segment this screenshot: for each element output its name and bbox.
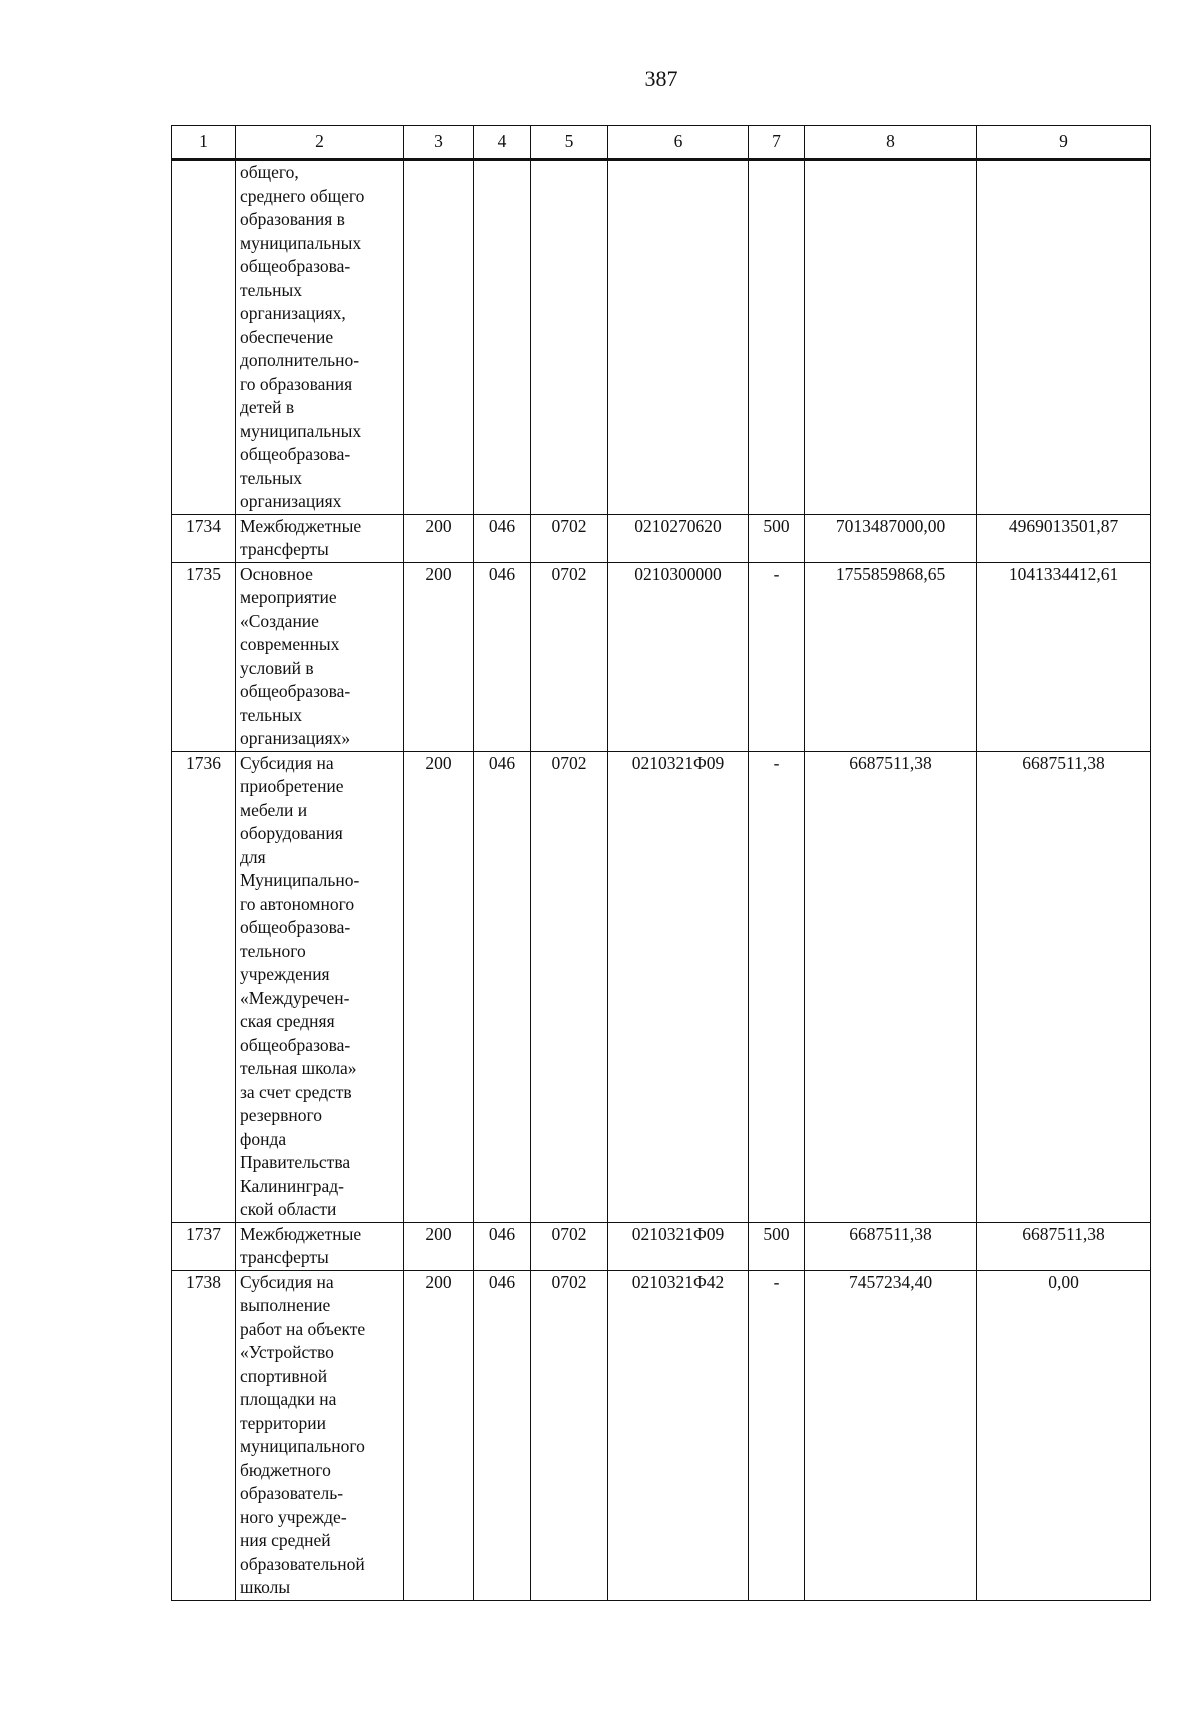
row-number-cell: 1737: [172, 1222, 236, 1270]
row-name-line: Правительства: [240, 1152, 351, 1172]
row-name-line: тельных: [240, 279, 303, 300]
code-col-3-cell: 200: [404, 562, 474, 751]
row-name-line: современных: [240, 634, 340, 654]
code-col-6-cell: 0210300000: [608, 562, 749, 751]
row-name-cell: [236, 1222, 404, 1270]
code-col-4-cell: 046: [474, 562, 531, 751]
table-row: [172, 1270, 1151, 1600]
row-name-line: общеобразова-: [240, 1034, 351, 1055]
row-name-line: фонда: [240, 1128, 287, 1149]
header-col-5: 5: [531, 126, 608, 160]
code-col-3-cell: [404, 160, 474, 515]
code-col-4-cell: 046: [474, 514, 531, 562]
amount-col-8-cell: 6687511,38: [805, 751, 977, 1222]
row-name-line: «Устройство: [240, 1342, 334, 1362]
row-name-line: дополнительно-: [240, 350, 360, 370]
row-number-cell: [172, 160, 236, 515]
row-name-line: оборудования: [240, 823, 343, 843]
row-name-line: обеспечение: [240, 326, 334, 347]
row-name-line: Межбюджетные: [240, 515, 362, 536]
code-col-7-cell: -: [749, 562, 805, 751]
row-name-line: образователь-: [240, 1483, 344, 1503]
code-col-7-cell: -: [749, 751, 805, 1222]
budget-table: [171, 125, 1151, 1601]
row-name-cell: [236, 562, 404, 751]
row-name-line: Субсидия на: [240, 752, 334, 773]
amount-col-9-cell: 0,00: [977, 1270, 1151, 1600]
code-col-4-cell: [474, 160, 531, 515]
code-col-7-cell: 500: [749, 1222, 805, 1270]
code-col-6-cell: 0210321Ф09: [608, 751, 749, 1222]
row-name-line: учреждения: [240, 964, 330, 984]
code-col-4-cell: 046: [474, 1270, 531, 1600]
row-name-cell: [236, 1270, 404, 1600]
row-name-line: тельных: [240, 704, 303, 725]
code-col-3-cell: 200: [404, 514, 474, 562]
row-name-line: школы: [240, 1577, 291, 1597]
code-col-5-cell: [531, 160, 608, 515]
table-row: [172, 1222, 1151, 1270]
table-row: [172, 751, 1151, 1222]
row-name-line: условий в: [240, 657, 314, 678]
header-col-6: 6: [608, 126, 749, 160]
row-number-cell: 1736: [172, 751, 236, 1222]
row-name-line: муниципального: [240, 1436, 365, 1456]
header-col-9: 9: [977, 126, 1151, 160]
amount-col-9-cell: 6687511,38: [977, 751, 1151, 1222]
page-number: 387: [644, 66, 678, 91]
row-name-line: для: [240, 846, 266, 867]
amount-col-9-cell: 4969013501,87: [977, 514, 1151, 562]
code-col-5-cell: 0702: [531, 514, 608, 562]
code-col-4-cell: 046: [474, 1222, 531, 1270]
row-name-line: общеобразова-: [240, 681, 351, 701]
table-header: [172, 126, 1151, 160]
row-name-line: бюджетного: [240, 1459, 331, 1480]
row-name-line: детей в: [240, 397, 295, 417]
row-name-line: ного учрежде-: [240, 1506, 347, 1527]
amount-col-8-cell: 7013487000,00: [805, 514, 977, 562]
row-name-line: мероприятие: [240, 587, 337, 607]
row-name-line: Субсидия на: [240, 1271, 334, 1292]
row-name-line: спортивной: [240, 1365, 328, 1386]
code-col-6-cell: 0210321Ф09: [608, 1222, 749, 1270]
row-name-line: муниципальных: [240, 232, 362, 253]
row-name-line: «Создание: [240, 610, 319, 631]
amount-col-9-cell: 6687511,38: [977, 1222, 1151, 1270]
header-col-3: 3: [404, 126, 474, 160]
row-name-line: организациях,: [240, 303, 346, 323]
code-col-5-cell: 0702: [531, 1222, 608, 1270]
row-number-cell: 1734: [172, 514, 236, 562]
code-col-6-cell: 0210270620: [608, 514, 749, 562]
row-name-line: общего,: [240, 162, 299, 182]
header-col-2: 2: [236, 126, 404, 160]
header-col-4: 4: [474, 126, 531, 160]
code-col-3-cell: 200: [404, 751, 474, 1222]
code-col-4-cell: 046: [474, 751, 531, 1222]
row-name-line: организациях»: [240, 728, 351, 748]
code-col-7-cell: 500: [749, 514, 805, 562]
row-name-line: трансферты: [240, 1247, 329, 1267]
amount-col-8-cell: 7457234,40: [805, 1270, 977, 1600]
code-col-3-cell: 200: [404, 1270, 474, 1600]
row-name-line: выполнение: [240, 1295, 331, 1315]
row-name-line: образования в: [240, 209, 345, 229]
row-name-line: работ на объекте: [240, 1318, 366, 1339]
row-name-line: ской области: [240, 1199, 337, 1219]
row-name-line: «Междуречен-: [240, 987, 350, 1008]
row-name-line: Основное: [240, 563, 313, 584]
amount-col-8-cell: 1755859868,65: [805, 562, 977, 751]
row-name-line: приобретение: [240, 776, 344, 796]
amount-col-8-cell: 6687511,38: [805, 1222, 977, 1270]
amount-col-8-cell: [805, 160, 977, 515]
row-number-cell: 1738: [172, 1270, 236, 1600]
header-row: [172, 126, 1151, 160]
code-col-5-cell: 0702: [531, 751, 608, 1222]
table-body: [172, 160, 1151, 1601]
code-col-5-cell: 0702: [531, 562, 608, 751]
header-col-8: 8: [805, 126, 977, 160]
row-name-line: Калининград-: [240, 1175, 344, 1196]
header-col-1: 1: [172, 126, 236, 160]
code-col-7-cell: [749, 160, 805, 515]
row-name-line: за счет средств: [240, 1081, 352, 1102]
row-name-line: Межбюджетные: [240, 1223, 362, 1244]
row-name-line: го образования: [240, 373, 353, 394]
row-name-line: общеобразова-: [240, 256, 351, 276]
row-name-line: среднего общего: [240, 185, 365, 206]
table-row: [172, 160, 1151, 515]
amount-col-9-cell: [977, 160, 1151, 515]
row-name-line: Муниципально-: [240, 870, 360, 890]
code-col-7-cell: -: [749, 1270, 805, 1600]
row-name-line: общеобразова-: [240, 444, 351, 464]
code-col-6-cell: 0210321Ф42: [608, 1270, 749, 1600]
row-name-line: образовательной: [240, 1553, 365, 1574]
code-col-6-cell: [608, 160, 749, 515]
row-name-line: организациях: [240, 491, 342, 511]
header-col-7: 7: [749, 126, 805, 160]
row-name-cell: [236, 160, 404, 515]
row-name-cell: [236, 751, 404, 1222]
row-name-line: трансферты: [240, 539, 329, 559]
row-name-line: мебели и: [240, 799, 308, 820]
row-name-line: тельных: [240, 467, 303, 488]
row-name-line: ния средней: [240, 1530, 331, 1550]
row-name-cell: [236, 514, 404, 562]
row-name-line: ская средняя: [240, 1011, 335, 1031]
table-row: [172, 514, 1151, 562]
row-name-line: площадки на: [240, 1389, 337, 1409]
row-name-line: резервного: [240, 1105, 323, 1125]
code-col-3-cell: 200: [404, 1222, 474, 1270]
row-name-line: муниципальных: [240, 420, 362, 441]
row-name-line: общеобразова-: [240, 917, 351, 937]
code-col-5-cell: 0702: [531, 1270, 608, 1600]
row-name-line: го автономного: [240, 893, 355, 914]
table-row: [172, 562, 1151, 751]
amount-col-9-cell: 1041334412,61: [977, 562, 1151, 751]
row-name-line: территории: [240, 1412, 326, 1433]
row-name-line: тельного: [240, 940, 306, 961]
row-name-line: тельная школа»: [240, 1058, 357, 1078]
row-number-cell: 1735: [172, 562, 236, 751]
